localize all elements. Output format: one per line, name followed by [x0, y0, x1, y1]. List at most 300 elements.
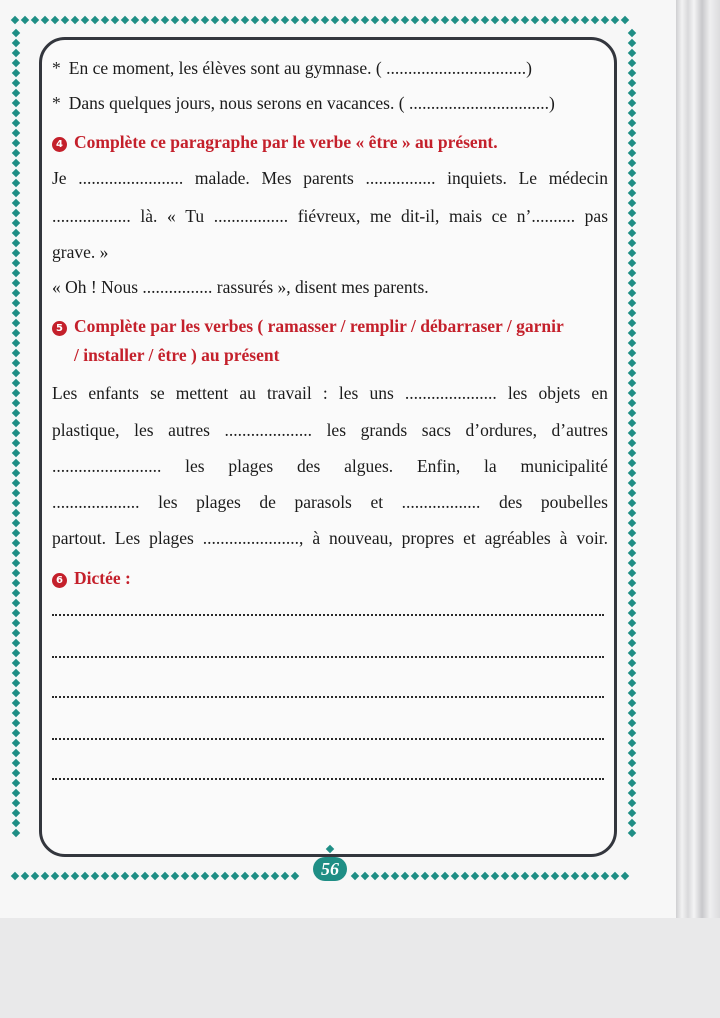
diamond-icon [191, 16, 199, 24]
diamond-icon [221, 872, 229, 880]
diamond-icon [12, 159, 20, 167]
word: la [484, 456, 497, 476]
diamond-icon [361, 16, 369, 24]
diamond-icon [12, 799, 20, 807]
diamond-icon [628, 509, 636, 517]
diamond-icon [501, 16, 509, 24]
diamond-icon [51, 16, 59, 24]
diamond-icon [201, 872, 209, 880]
diamond-icon [12, 209, 20, 217]
diamond-icon [628, 519, 636, 527]
diamond-icon [12, 719, 20, 727]
diamond-icon [131, 872, 139, 880]
exercise3-line2: * Dans quelques jours, nous serons en vacances. ( ................................) [52, 93, 555, 113]
diamond-icon [481, 16, 489, 24]
diamond-icon [628, 409, 636, 417]
diamond-icon [12, 59, 20, 67]
diamond-icon [12, 689, 20, 697]
diamond-icon [628, 469, 636, 477]
diamond-icon [12, 349, 20, 357]
diamond-icon [628, 119, 636, 127]
diamond-icon [231, 16, 239, 24]
diamond-icon [161, 872, 169, 880]
word: agréables [484, 528, 551, 548]
diamond-icon [291, 16, 299, 24]
word: nouveau, [329, 528, 393, 548]
diamond-icon [381, 872, 389, 880]
diamond-icon [12, 829, 20, 837]
diamond-icon [12, 79, 20, 87]
diamond-icon [628, 339, 636, 347]
word: Tu [185, 206, 205, 226]
diamond-icon [628, 419, 636, 427]
word: plastique, [52, 420, 120, 440]
diamond-icon [12, 299, 20, 307]
word: Enfin, [416, 456, 461, 476]
diamond-icon [628, 29, 636, 37]
diamond-icon [12, 419, 20, 427]
diamond-icon [12, 759, 20, 767]
diamond-icon [571, 872, 579, 880]
diamond-icon [601, 16, 609, 24]
diamond-icon [12, 29, 20, 37]
dictee-writing-line-5[interactable] [52, 778, 604, 780]
dictee-writing-line-1[interactable] [52, 614, 604, 616]
diamond-icon [628, 719, 636, 727]
diamond-icon [12, 359, 20, 367]
diamond-icon [628, 179, 636, 187]
diamond-icon [181, 872, 189, 880]
diamond-icon [12, 449, 20, 457]
word: parents [303, 168, 354, 188]
diamond-icon [61, 16, 69, 24]
diamond-icon [12, 819, 20, 827]
exercise5-line3 [52, 454, 608, 478]
diamond-icon [351, 16, 359, 24]
word: à [559, 528, 568, 548]
word: « [166, 206, 176, 226]
word: .................... [52, 492, 140, 512]
diamond-icon [12, 549, 20, 557]
diamond-icon [628, 779, 636, 787]
word: et [463, 528, 476, 548]
diamond-icon [628, 679, 636, 687]
diamond-icon [111, 16, 119, 24]
diamond-icon [628, 799, 636, 807]
diamond-icon [12, 439, 20, 447]
diamond-icon [12, 319, 20, 327]
diamond-icon [421, 872, 429, 880]
diamond-icon [628, 459, 636, 467]
word: ..................... [404, 383, 497, 403]
diamond-icon [101, 16, 109, 24]
diamond-icon [511, 16, 519, 24]
word: au [239, 383, 256, 403]
diamond-icon [161, 16, 169, 24]
diamond-icon [131, 16, 139, 24]
diamond-icon [628, 699, 636, 707]
word: là. [140, 206, 158, 226]
diamond-icon [61, 872, 69, 880]
diamond-icon [12, 579, 20, 587]
diamond-icon [11, 872, 19, 880]
word: les [338, 383, 359, 403]
diamond-icon [628, 579, 636, 587]
diamond-icon [628, 319, 636, 327]
diamond-icon [628, 379, 636, 387]
word: pas [584, 206, 608, 226]
diamond-icon [12, 279, 20, 287]
diamond-icon [12, 119, 20, 127]
diamond-icon [501, 872, 509, 880]
content-frame [39, 37, 617, 857]
diamond-icon [241, 872, 249, 880]
diamond-icon [628, 389, 636, 397]
exercise4-line4: « Oh ! Nous ................ rassurés », disent mes parents. [52, 277, 429, 297]
diamond-icon [12, 589, 20, 597]
diamond-icon [621, 16, 629, 24]
diamond-icon [12, 639, 20, 647]
bullet-star-icon: * [52, 93, 61, 113]
diamond-icon [141, 16, 149, 24]
diamond-icon [91, 16, 99, 24]
diamond-icon [231, 872, 239, 880]
diamond-icon [628, 479, 636, 487]
diamond-icon [628, 169, 636, 177]
diamond-icon [321, 16, 329, 24]
diamond-icon [541, 872, 549, 880]
bottom-right-diamond-border [350, 870, 640, 882]
diamond-icon [441, 16, 449, 24]
diamond-icon [12, 619, 20, 627]
word: ................. [213, 206, 289, 226]
diamond-icon [12, 329, 20, 337]
diamond-icon [121, 16, 129, 24]
diamond-icon [591, 872, 599, 880]
diamond-icon [71, 872, 79, 880]
diamond-icon [621, 872, 629, 880]
diamond-icon [12, 219, 20, 227]
left-diamond-border [10, 28, 22, 866]
dictee-writing-line-2[interactable] [52, 656, 604, 658]
diamond-icon [12, 289, 20, 297]
diamond-icon [628, 499, 636, 507]
diamond-icon [628, 309, 636, 317]
diamond-icon [261, 16, 269, 24]
diamond-icon [628, 369, 636, 377]
diamond-icon [391, 872, 399, 880]
diamond-icon [12, 169, 20, 177]
word: ................ [365, 168, 436, 188]
word: me [369, 206, 392, 226]
diamond-icon [12, 379, 20, 387]
diamond-icon [91, 872, 99, 880]
diamond-icon [628, 59, 636, 67]
diamond-icon [628, 219, 636, 227]
word: les [326, 420, 347, 440]
word: de [259, 492, 276, 512]
word: malade. [194, 168, 250, 188]
diamond-icon [628, 139, 636, 147]
diamond-icon [12, 69, 20, 77]
diamond-icon [521, 872, 529, 880]
diamond-icon [628, 829, 636, 837]
diamond-icon [628, 759, 636, 767]
diamond-icon [628, 769, 636, 777]
diamond-icon [628, 239, 636, 247]
diamond-icon [171, 872, 179, 880]
diamond-icon [211, 16, 219, 24]
word: plages [196, 492, 241, 512]
diamond-icon [281, 16, 289, 24]
diamond-icon [628, 289, 636, 297]
word: d’autres [551, 420, 608, 440]
diamond-icon [12, 769, 20, 777]
diamond-icon [391, 16, 399, 24]
diamond-icon [361, 872, 369, 880]
word: .................... [224, 420, 312, 440]
diamond-icon [171, 16, 179, 24]
word: enfants [88, 383, 139, 403]
diamond-icon [12, 49, 20, 57]
diamond-icon [331, 16, 339, 24]
diamond-icon [491, 872, 499, 880]
diamond-icon [31, 16, 39, 24]
number-badge-icon: 4 [52, 137, 67, 152]
exercise5-line4 [52, 490, 608, 514]
exercise6-heading: 6 Dictée : [52, 566, 131, 590]
word: ......................... [52, 456, 162, 476]
diamond-icon [591, 16, 599, 24]
word: : [322, 383, 328, 403]
diamond-icon [12, 89, 20, 97]
diamond-icon [12, 699, 20, 707]
word: les [134, 420, 154, 440]
diamond-icon [12, 459, 20, 467]
right-diamond-border [626, 28, 638, 866]
diamond-icon [441, 872, 449, 880]
page-number: 56 [313, 857, 347, 881]
diamond-icon [12, 509, 20, 517]
diamond-icon [431, 872, 439, 880]
diamond-icon [628, 449, 636, 457]
diamond-icon [628, 729, 636, 737]
diamond-icon [12, 679, 20, 687]
diamond-icon [628, 659, 636, 667]
diamond-icon [341, 16, 349, 24]
diamond-icon [411, 16, 419, 24]
diamond-icon [31, 872, 39, 880]
diamond-icon [461, 16, 469, 24]
diamond-icon [628, 739, 636, 747]
diamond-icon [628, 39, 636, 47]
diamond-icon [628, 329, 636, 337]
diamond-icon [12, 519, 20, 527]
diamond-icon [291, 872, 299, 880]
diamond-icon [511, 872, 519, 880]
diamond-icon [51, 872, 59, 880]
diamond-icon [531, 872, 539, 880]
diamond-icon [531, 16, 539, 24]
diamond-icon [311, 16, 319, 24]
exercise3-line1: * En ce moment, les élèves sont au gymnase. ( ................................) [52, 58, 532, 78]
diamond-icon [12, 249, 20, 257]
word: uns [369, 383, 394, 403]
diamond-icon [271, 872, 279, 880]
word: ce [491, 206, 508, 226]
exercise5-line1 [52, 381, 608, 405]
word: travail [267, 383, 312, 403]
diamond-icon [221, 16, 229, 24]
diamond-icon [11, 16, 19, 24]
word: Les [114, 528, 141, 548]
diamond-icon [12, 109, 20, 117]
diamond-icon [601, 872, 609, 880]
page-edge [676, 0, 720, 918]
diamond-icon [628, 789, 636, 797]
diamond-icon [12, 309, 20, 317]
diamond-icon [628, 639, 636, 647]
diamond-icon [628, 399, 636, 407]
exercise4-line3: grave. » [52, 242, 109, 262]
diamond-icon [628, 689, 636, 697]
diamond-icon [628, 109, 636, 117]
word: ......................, [202, 528, 304, 548]
word: municipalité [520, 456, 608, 476]
diamond-icon [81, 16, 89, 24]
diamond-icon [21, 16, 29, 24]
diamond-icon [12, 599, 20, 607]
diamond-icon [628, 629, 636, 637]
diamond-icon [12, 809, 20, 817]
diamond-icon [12, 429, 20, 437]
diamond-icon [561, 16, 569, 24]
word: Le [518, 168, 538, 188]
word: et [370, 492, 384, 512]
word: plages [228, 456, 274, 476]
diamond-icon [12, 659, 20, 667]
exercise5-line5 [52, 526, 608, 550]
diamond-icon [261, 872, 269, 880]
diamond-icon [401, 16, 409, 24]
diamond-icon [628, 709, 636, 717]
word: parasols [294, 492, 352, 512]
diamond-icon [141, 872, 149, 880]
word: poubelles [540, 492, 608, 512]
diamond-icon [628, 279, 636, 287]
diamond-icon [628, 199, 636, 207]
diamond-icon [12, 389, 20, 397]
diamond-icon [351, 872, 359, 880]
diamond-icon [12, 749, 20, 757]
diamond-icon [111, 872, 119, 880]
diamond-icon [12, 369, 20, 377]
diamond-icon [451, 872, 459, 880]
diamond-icon [628, 269, 636, 277]
diamond-icon [12, 99, 20, 107]
diamond-icon [12, 789, 20, 797]
diamond-icon [628, 439, 636, 447]
diamond-icon [12, 489, 20, 497]
word: les [185, 456, 205, 476]
diamond-icon [241, 16, 249, 24]
diamond-icon [628, 349, 636, 357]
diamond-icon [628, 549, 636, 557]
diamond-icon [628, 749, 636, 757]
diamond-icon [101, 872, 109, 880]
diamond-icon [211, 872, 219, 880]
diamond-icon [181, 16, 189, 24]
diamond-icon [151, 872, 159, 880]
diamond-icon [581, 872, 589, 880]
diamond-icon [561, 872, 569, 880]
diamond-icon [12, 709, 20, 717]
diamond-icon [571, 16, 579, 24]
word: Les [52, 383, 78, 403]
diamond-icon [628, 249, 636, 257]
diamond-icon [81, 872, 89, 880]
diamond-icon [628, 149, 636, 157]
top-diamond-border [10, 14, 650, 26]
word: en [591, 383, 608, 403]
word: voir. [576, 528, 608, 548]
word: grands [360, 420, 408, 440]
diamond-icon [12, 569, 20, 577]
word: d’ordures, [465, 420, 537, 440]
diamond-icon [551, 872, 559, 880]
dictee-writing-line-4[interactable] [52, 738, 604, 740]
word: mettent [175, 383, 229, 403]
diamond-icon [12, 339, 20, 347]
diamond-icon [628, 129, 636, 137]
diamond-icon [381, 16, 389, 24]
diamond-icon [271, 16, 279, 24]
diamond-icon [628, 809, 636, 817]
word: à [312, 528, 321, 548]
diamond-icon [301, 16, 309, 24]
diamond-icon [491, 16, 499, 24]
word: se [150, 383, 165, 403]
diamond-icon [421, 16, 429, 24]
diamond-icon [628, 539, 636, 547]
diamond-icon [581, 16, 589, 24]
diamond-icon [12, 629, 20, 637]
word: sacs [421, 420, 451, 440]
word: des [499, 492, 523, 512]
diamond-icon [541, 16, 549, 24]
diamond-icon [628, 599, 636, 607]
diamond-icon [628, 79, 636, 87]
diamond-icon [628, 429, 636, 437]
word: .................. [401, 492, 481, 512]
diamond-icon [12, 189, 20, 197]
diamond-icon [628, 229, 636, 237]
diamond-icon [12, 139, 20, 147]
diamond-icon [628, 559, 636, 567]
diamond-icon [12, 199, 20, 207]
diamond-icon [12, 229, 20, 237]
diamond-icon [281, 872, 289, 880]
diamond-icon [12, 779, 20, 787]
exercise5-heading-line2: / installer / être ) au présent [74, 345, 280, 365]
dictee-writing-line-3[interactable] [52, 696, 604, 698]
exercise4-line1 [52, 166, 608, 190]
diamond-icon [411, 872, 419, 880]
diamond-icon [451, 16, 459, 24]
diamond-icon [121, 872, 129, 880]
word: plages [149, 528, 194, 548]
word: objets [538, 383, 581, 403]
